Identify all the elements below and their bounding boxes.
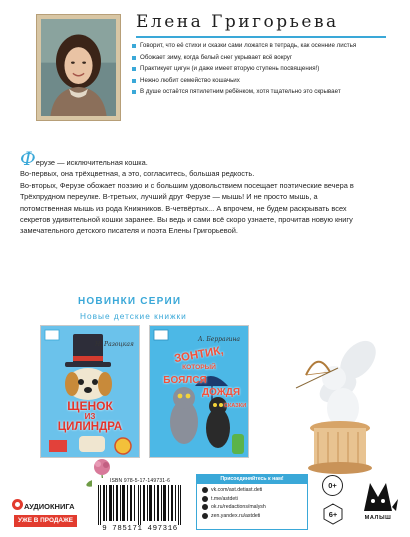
odnoklassniki-icon	[202, 504, 208, 510]
book-description	[20, 148, 370, 237]
series-subtitle: Новые детские книжки	[80, 311, 187, 321]
book-author: А. Беррагина	[198, 336, 241, 343]
author-fact: Практикует цигун (и даже имеет вторую ступень посвящения!)	[132, 65, 390, 74]
author-fact: Нежно любит семейство кошачьих	[132, 77, 390, 86]
social-links-box	[196, 474, 308, 530]
publisher-name: МАЛЫШ	[364, 515, 392, 521]
social-heading: Присоединяйтесь к нам!	[197, 475, 307, 484]
publisher-logo	[356, 477, 400, 527]
isbn-number: ISBN 978-5-17-149731-6	[109, 478, 171, 484]
book-title-line: ЦИЛИНДРА	[57, 421, 123, 433]
book-title-line: БОЯЛСЯ	[163, 375, 207, 386]
book-title-line: ИЗ	[84, 412, 96, 421]
author-photo-frame	[36, 14, 121, 121]
book-cover-umbrella	[149, 325, 249, 458]
author-facts-list	[132, 42, 390, 100]
description-first-line: Ферузе — исключительная кошка.	[20, 148, 148, 170]
barcode-icon	[92, 485, 188, 525]
book-title-line: ЩЕНОК	[67, 399, 113, 413]
telegram-icon	[202, 496, 208, 502]
author-fact: Говорит, что её стихи и сказки сами ложатся в тетрадь, как осенние листья	[132, 42, 390, 51]
publisher-fox-icon	[356, 477, 400, 515]
audiobook-promo	[10, 495, 88, 529]
cherub-statue-illustration	[268, 320, 398, 480]
book-title-line: КОТОРЫЙ	[182, 364, 216, 371]
audiobook-brand: АУДИОКНИГА	[24, 502, 75, 511]
barcode-number: 9 785171 497316	[102, 525, 178, 533]
description-paragraph: Во-вторых, Ферузе обожает поэзию и с большим удовольствием посещает поэтические вечера в Трёхпрудном переулке. В-третьих, лучший друг Ферузе — мышь! И не просто мышь, а потомственная мышь из рода Книжников. В-четвёртых... А впрочем, не будем раскрывать всех секретов удивительной кошки заранее. Вы ведь и сами всё скоро узнаете, прочитав новую книгу замечательного детского писателя и поэта Елены Григорьевой.	[20, 180, 354, 236]
social-links-list	[202, 486, 266, 520]
book-cover-puppy	[40, 325, 140, 458]
vk-icon	[202, 487, 208, 493]
social-link[interactable]: vk.com/ast.detiast.deti	[202, 486, 266, 495]
author-fact: Обожает зиму, когда белый снег укрывает всё вокруг	[132, 54, 390, 63]
audiobook-disc-icon	[12, 499, 23, 510]
author-fact: В душе остаётся пятилетним ребёнком, хотя тщательно это скрывает	[132, 88, 390, 97]
dropcap-letter: Ф	[20, 148, 36, 170]
book-author: Н. Разоцкая	[95, 341, 134, 348]
bullet-icon	[132, 79, 136, 83]
social-link[interactable]: t.me/astdeti	[202, 495, 266, 504]
barcode-block	[92, 478, 188, 534]
bullet-icon	[132, 67, 136, 71]
book-title-line: ЗОНТИК,	[173, 344, 225, 366]
bullet-icon	[132, 44, 136, 48]
series-title: НОВИНКИ СЕРИИ	[78, 296, 182, 307]
author-name: Елена Григорьева	[136, 12, 339, 32]
age-rating-0-badge: 0+	[322, 475, 343, 496]
book-title-line: ДОЖДЯ	[201, 387, 241, 398]
audiobook-badge: УЖЕ В ПРОДАЖЕ	[14, 515, 77, 527]
zen-icon	[202, 513, 208, 519]
social-link[interactable]: ok.ru/redactions/malysh	[202, 503, 266, 512]
book-tag: СКАЗКИ	[223, 403, 247, 409]
bullet-icon	[132, 90, 136, 94]
social-link[interactable]: zen.yandex.ru/astdeti	[202, 512, 266, 521]
description-paragraph: Во-первых, она трёхцветная, а это, согласитесь, большая редкость.	[20, 169, 255, 179]
author-block	[36, 14, 386, 139]
author-divider	[136, 36, 386, 38]
author-photo	[41, 19, 116, 116]
age-rating-6-badge: 6+	[322, 503, 344, 525]
bullet-icon	[132, 56, 136, 60]
